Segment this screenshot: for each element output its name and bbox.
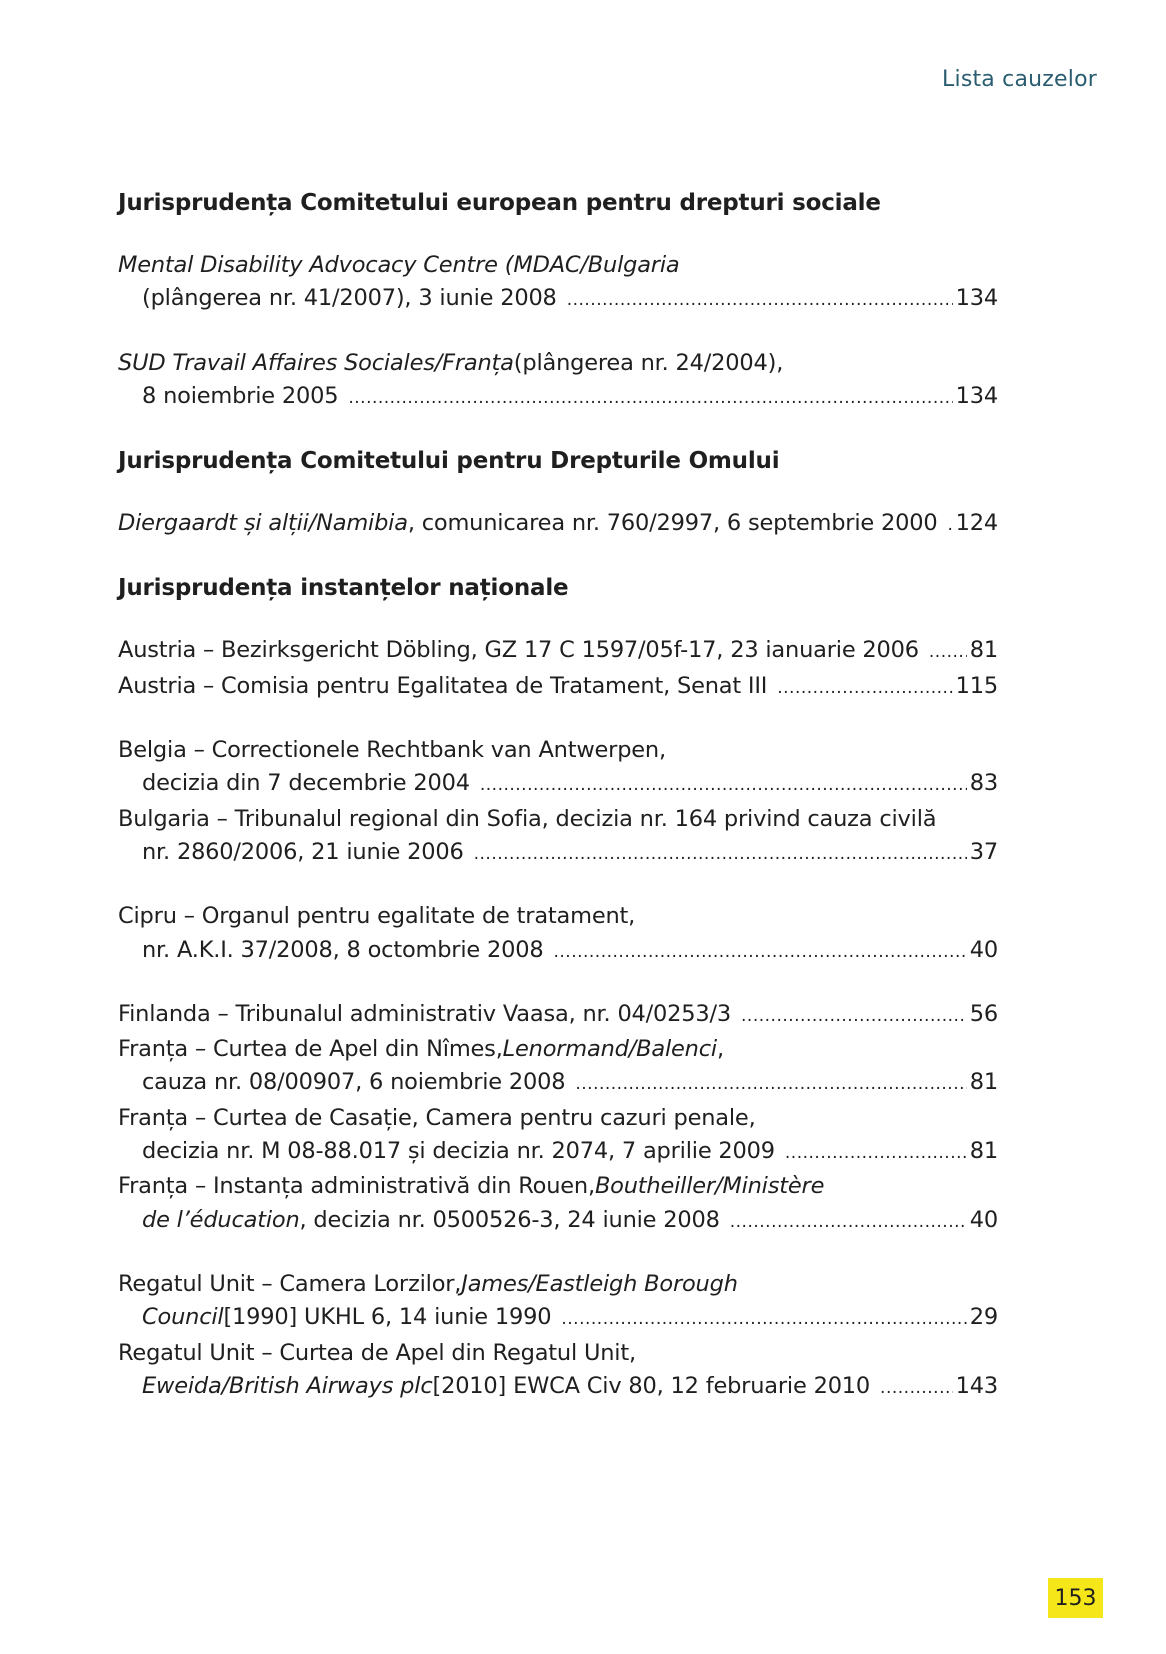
entry-line — [118, 380, 998, 415]
entry-ru-apel — [118, 1337, 998, 1406]
case-detail: Belgia – Correctionele Rechtbank van Antwerpen, — [118, 737, 666, 764]
page-ref: 124 — [955, 510, 998, 537]
group-regatul-unit — [118, 1268, 998, 1405]
entry-line — [118, 1135, 998, 1170]
entry-belgia — [118, 734, 998, 803]
entry-line — [118, 803, 998, 836]
case-detail: Finlanda – Tribunalul administrativ Vaasa, nr. 04/0253/3 — [118, 1000, 732, 1027]
case-detail: 8 noiembrie 2005 — [142, 382, 339, 409]
page-ref: 134 — [955, 285, 998, 312]
page-ref: 37 — [969, 838, 998, 865]
case-detail: decizia nr. M 08-88.017 și decizia nr. 2074, 7 aprilie 2009 — [142, 1138, 775, 1165]
leader-dots — [929, 636, 967, 669]
entry-line — [118, 767, 998, 802]
leader-dots — [785, 1137, 967, 1170]
page-number-badge — [1048, 1578, 1103, 1618]
leader-dots — [348, 382, 952, 415]
entry-sud-travail-franta — [118, 347, 998, 416]
case-detail: Regatul Unit – Curtea de Apel din Regatul Unit, — [118, 1339, 636, 1366]
entry-finlanda — [118, 998, 998, 1033]
leader-dots — [880, 1372, 953, 1405]
case-detail: decizia din 7 decembrie 2004 — [142, 770, 470, 797]
case-title: Diergaardt și alții/Namibia — [118, 510, 408, 537]
entry-line — [118, 1337, 998, 1370]
case-title: Boutheiller/Ministère — [594, 1173, 825, 1200]
leader-dots — [575, 1068, 966, 1101]
entry-line — [118, 900, 998, 933]
case-list — [118, 186, 998, 1405]
page-ref: 40 — [969, 936, 998, 963]
case-detail: Austria – Comisia pentru Egalitatea de Tratament, Senat III — [118, 672, 768, 699]
page-number: 153 — [1054, 1585, 1097, 1611]
entry-franta-nimes — [118, 1033, 998, 1102]
page-ref: 81 — [969, 1069, 998, 1096]
case-detail: Cipru – Organul pentru egalitate de tratament, — [118, 903, 636, 930]
case-title: James/Eastleigh Borough — [461, 1270, 738, 1297]
case-title: Eweida/British Airways plc — [142, 1372, 433, 1399]
entry-line — [118, 998, 998, 1033]
case-title: de l’éducation — [142, 1206, 300, 1233]
case-title: SUD Travail Affaires Sociales/Franța — [118, 349, 514, 376]
case-detail: Franța – Curtea de Apel din Nîmes, — [118, 1036, 503, 1063]
case-title: Council — [142, 1304, 224, 1331]
case-detail: Austria – Bezirksgericht Döbling, GZ 17 C 1597/05f-17, 23 ianuarie 2006 — [118, 637, 919, 664]
page-ref: 143 — [955, 1372, 998, 1399]
entry-diergaardt-namibia — [118, 507, 998, 542]
case-title: Lenormand/Balenci — [502, 1036, 717, 1063]
case-detail: , comunicarea nr. 760/2997, 6 septembrie 2000 — [407, 510, 938, 537]
page-ref: 56 — [969, 1000, 998, 1027]
entry-austria-dobling — [118, 634, 998, 669]
leader-dots — [567, 284, 953, 317]
case-detail: Bulgaria – Tribunalul regional din Sofia, decizia nr. 164 privind cauza civilă — [118, 805, 937, 832]
case-detail: [1990] UKHL 6, 14 iunie 1990 — [223, 1304, 552, 1331]
page-ref: 81 — [969, 1138, 998, 1165]
case-detail: (plângerea nr. 41/2007), 3 iunie 2008 — [142, 285, 557, 312]
leader-dots — [730, 1206, 967, 1239]
group-austria — [118, 634, 998, 705]
case-detail: Franța – Curtea de Casație, Camera pentru cazuri penale, — [118, 1104, 756, 1131]
entry-line — [118, 1370, 998, 1405]
page-ref: 83 — [969, 770, 998, 797]
entry-line — [118, 1170, 998, 1203]
entry-line — [118, 249, 998, 282]
entry-bulgaria — [118, 803, 998, 872]
entry-franta-rouen — [118, 1170, 998, 1239]
case-detail: Franța – Instanța administrativă din Rouen, — [118, 1173, 595, 1200]
case-detail: nr. 2860/2006, 21 iunie 2006 — [142, 838, 464, 865]
entry-line — [118, 347, 998, 380]
page-ref: 29 — [969, 1304, 998, 1331]
running-header: Lista cauzelor — [942, 67, 1097, 92]
entry-cipru — [118, 900, 998, 969]
entry-austria-comisia — [118, 670, 998, 705]
case-detail: (plângerea nr. 24/2004), — [513, 349, 784, 376]
entry-line — [118, 734, 998, 767]
leader-dots — [777, 672, 952, 705]
entry-line — [118, 1301, 998, 1336]
entry-line — [118, 934, 998, 969]
leader-dots — [947, 509, 952, 542]
entry-mdac-bulgaria — [118, 249, 998, 318]
case-detail: [2010] EWCA Civ 80, 12 februarie 2010 — [432, 1372, 871, 1399]
leader-dots — [561, 1303, 966, 1336]
case-detail: , decizia nr. 0500526-3, 24 iunie 2008 — [299, 1206, 720, 1233]
entry-line — [118, 1268, 998, 1301]
group-cipru — [118, 900, 998, 969]
entry-line — [118, 1102, 998, 1135]
page-ref: 115 — [955, 672, 998, 699]
page-ref: 40 — [969, 1206, 998, 1233]
entry-line — [118, 282, 998, 317]
page-ref: 134 — [955, 382, 998, 409]
entry-line — [118, 634, 998, 669]
leader-dots — [480, 769, 967, 802]
entry-line — [118, 1033, 998, 1066]
entry-ru-lorzilor — [118, 1268, 998, 1337]
section-heading-national-courts: Jurisprudența instanțelor naționale — [118, 575, 569, 602]
leader-dots — [741, 1000, 967, 1033]
case-detail: Regatul Unit – Camera Lorzilor, — [118, 1270, 462, 1297]
case-detail: cauza nr. 08/00907, 6 noiembrie 2008 — [142, 1069, 566, 1096]
case-detail: nr. A.K.I. 37/2008, 8 octombrie 2008 — [142, 936, 544, 963]
entry-line — [118, 1204, 998, 1239]
case-title: Mental Disability Advocacy Centre (MDAC/Bulgaria — [118, 252, 680, 278]
case-detail: , — [716, 1036, 724, 1063]
group-finlanda-franta — [118, 998, 998, 1239]
entry-franta-casatie — [118, 1102, 998, 1171]
section-heading-social-rights: Jurisprudența Comitetului european pentru drepturi sociale — [118, 190, 881, 216]
leader-dots — [474, 838, 967, 871]
page-ref: 81 — [969, 637, 998, 664]
leader-dots — [553, 936, 966, 969]
entry-line — [118, 670, 998, 705]
group-belgia-bulgaria — [118, 734, 998, 871]
entry-line — [118, 507, 998, 542]
entry-line — [118, 1066, 998, 1101]
entry-line — [118, 836, 998, 871]
section-heading-human-rights-committee: Jurisprudența Comitetului pentru Drepturile Omului — [118, 448, 780, 475]
